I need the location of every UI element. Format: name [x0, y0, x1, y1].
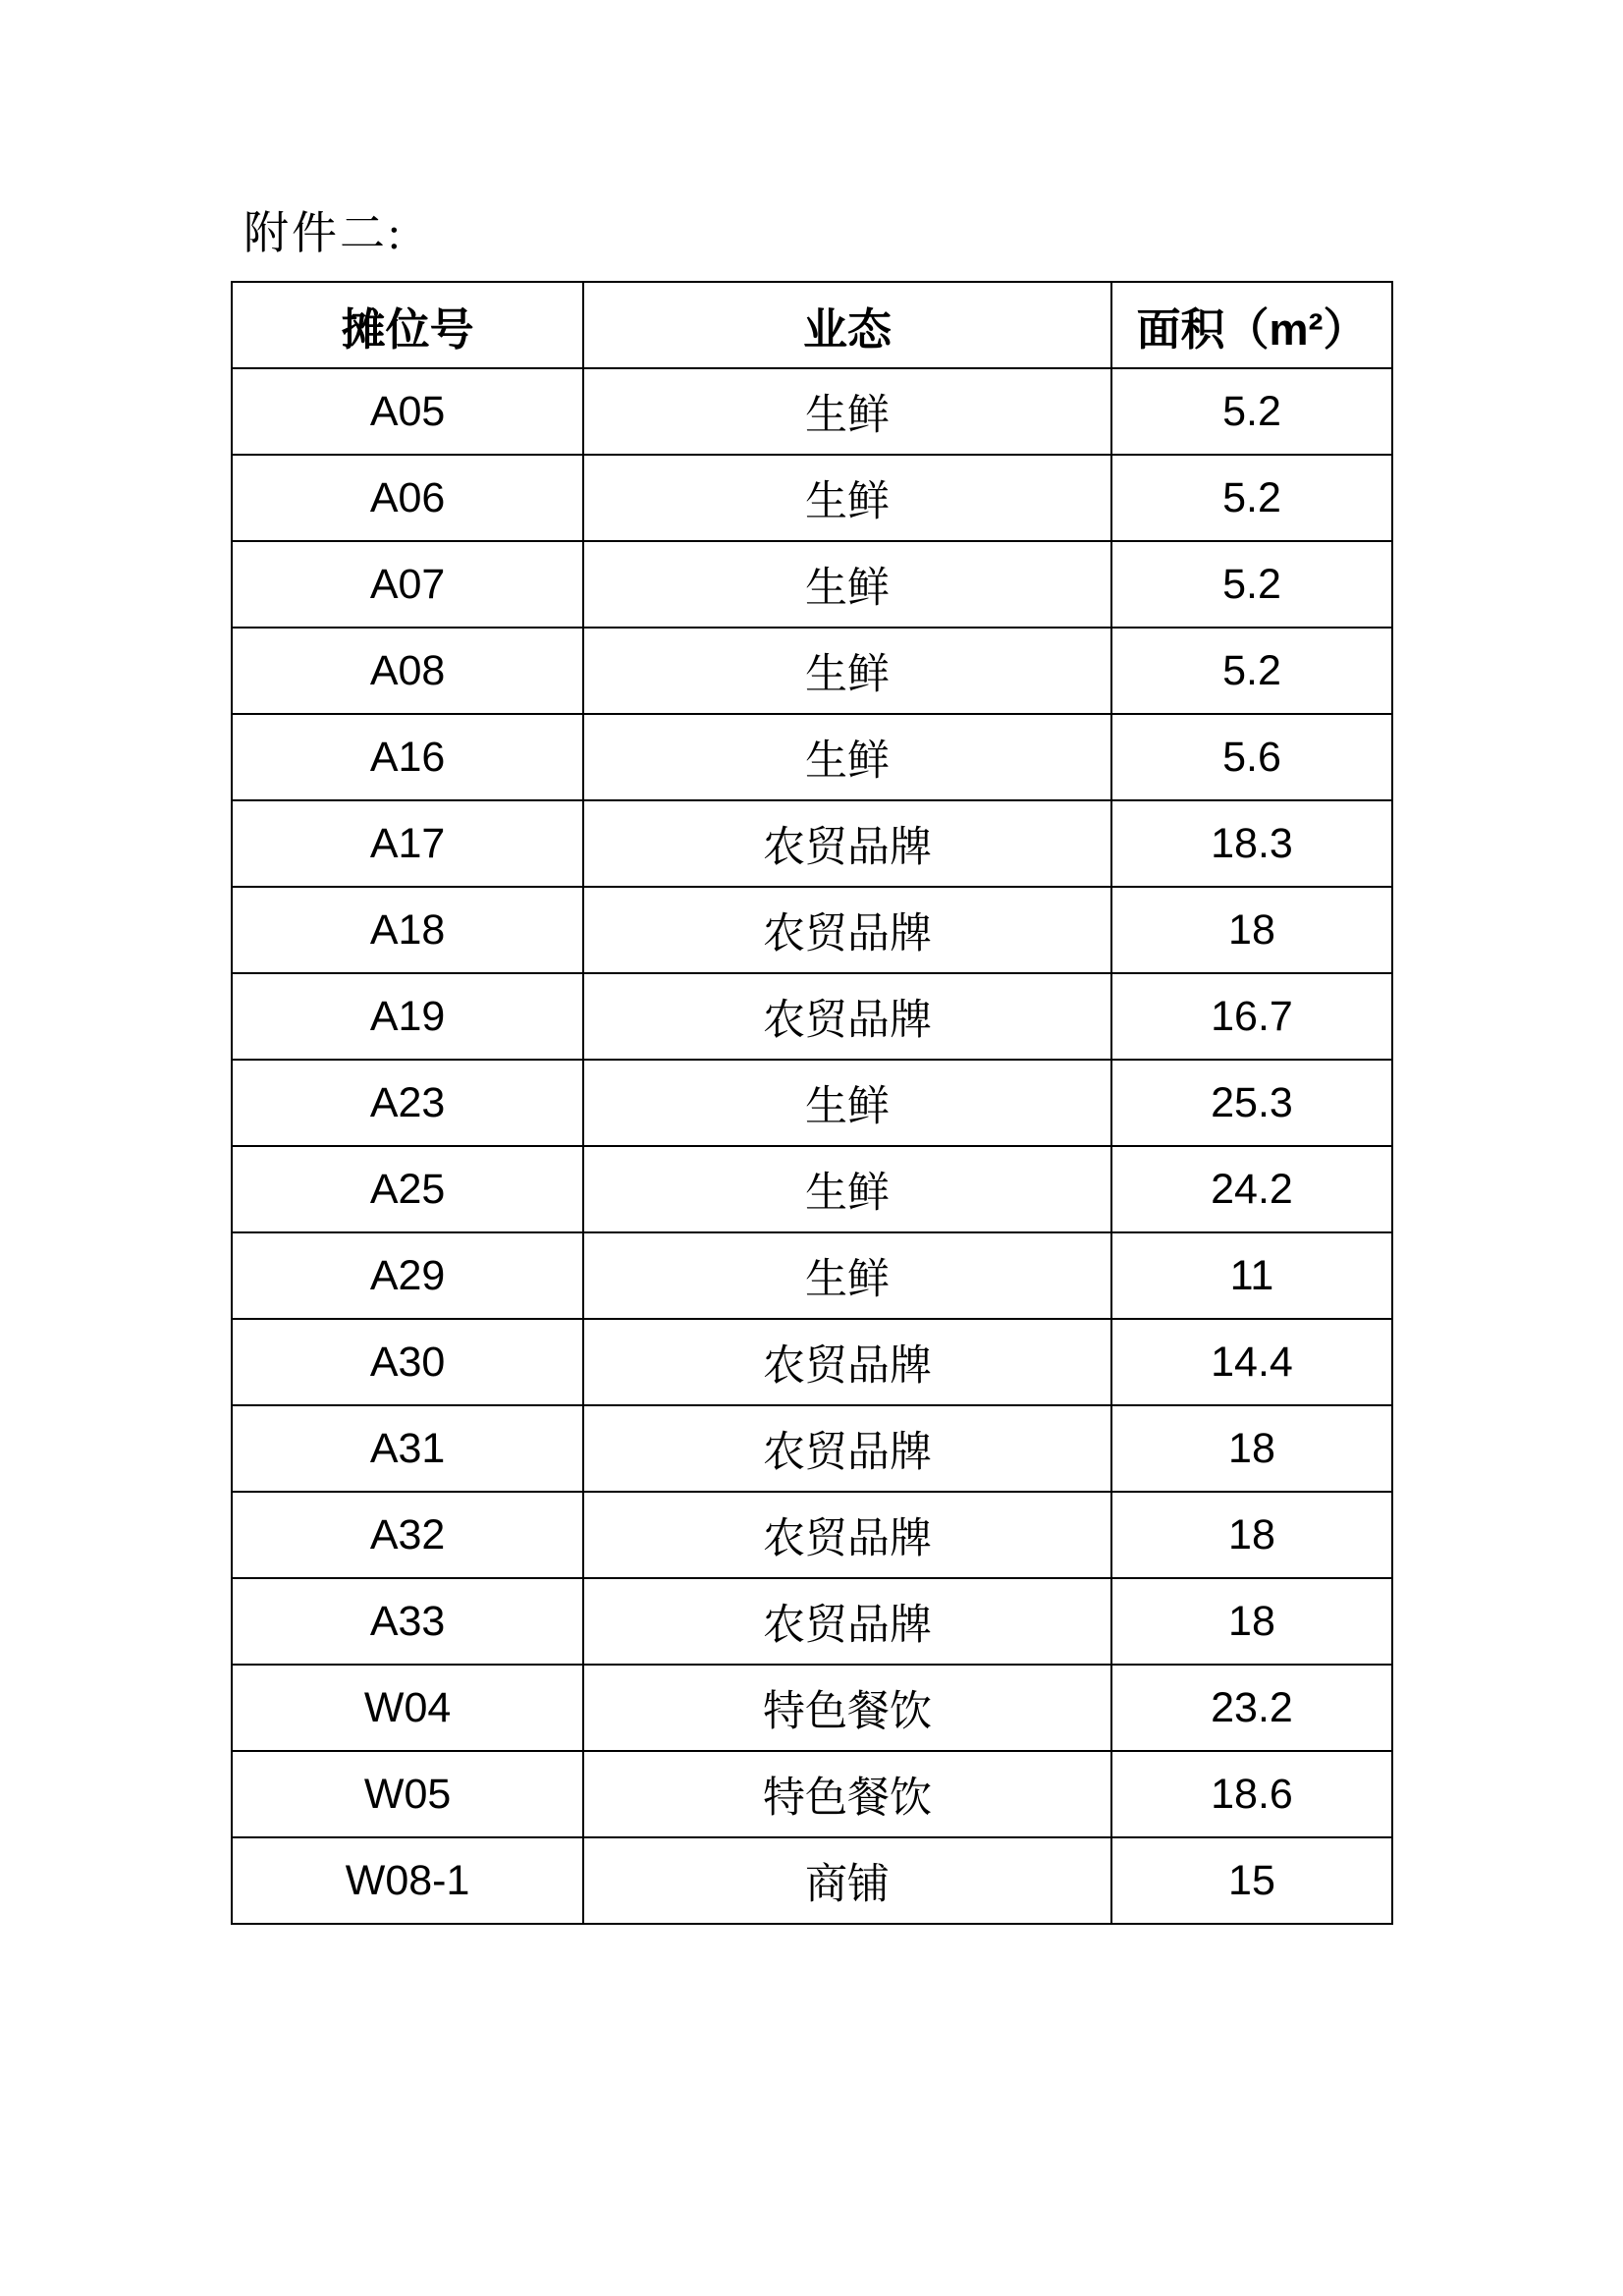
table-cell: A19	[232, 973, 583, 1060]
table-row	[232, 1837, 1392, 1924]
table-row	[232, 800, 1392, 887]
table-row	[232, 887, 1392, 973]
table-cell: A23	[232, 1060, 583, 1146]
table-cell: 生鲜	[583, 1060, 1111, 1146]
table-row	[232, 1060, 1392, 1146]
table-cell: A25	[232, 1146, 583, 1232]
stall-table	[231, 281, 1393, 1925]
table-cell: 生鲜	[583, 628, 1111, 714]
header-cell: 面积（m²）	[1111, 282, 1392, 368]
table-row	[232, 1319, 1392, 1405]
table-cell: 18	[1111, 1578, 1392, 1665]
table-cell: A18	[232, 887, 583, 973]
table-row	[232, 1492, 1392, 1578]
table-cell: 18.6	[1111, 1751, 1392, 1837]
table-row	[232, 1405, 1392, 1492]
table-cell: 生鲜	[583, 714, 1111, 800]
table-cell: 18.3	[1111, 800, 1392, 887]
table-cell: A29	[232, 1232, 583, 1319]
table-cell: 16.7	[1111, 973, 1392, 1060]
table-row	[232, 714, 1392, 800]
table-cell: A06	[232, 455, 583, 541]
table-header-row	[232, 282, 1392, 368]
table-cell: A30	[232, 1319, 583, 1405]
table-cell: W08-1	[232, 1837, 583, 1924]
table-cell: 23.2	[1111, 1665, 1392, 1751]
table-cell: 5.2	[1111, 541, 1392, 628]
table-cell: 18	[1111, 887, 1392, 973]
table-row	[232, 1751, 1392, 1837]
table-cell: 特色餐饮	[583, 1665, 1111, 1751]
table-cell: 5.6	[1111, 714, 1392, 800]
attachment-title: 附件二:	[243, 208, 404, 258]
table-cell: 农贸品牌	[583, 1319, 1111, 1405]
table-row	[232, 1232, 1392, 1319]
table-cell: 生鲜	[583, 541, 1111, 628]
table-row	[232, 1578, 1392, 1665]
table-cell: 11	[1111, 1232, 1392, 1319]
table-cell: 18	[1111, 1492, 1392, 1578]
header-cell: 业态	[583, 282, 1111, 368]
table-cell: 农贸品牌	[583, 1578, 1111, 1665]
table-cell: W04	[232, 1665, 583, 1751]
table-cell: 15	[1111, 1837, 1392, 1924]
table-row	[232, 973, 1392, 1060]
table-cell: 5.2	[1111, 368, 1392, 455]
header-cell: 摊位号	[232, 282, 583, 368]
table-row	[232, 541, 1392, 628]
table-cell: 5.2	[1111, 455, 1392, 541]
table-row	[232, 368, 1392, 455]
table-head	[232, 282, 1392, 368]
table-cell: 农贸品牌	[583, 973, 1111, 1060]
table-cell: 生鲜	[583, 455, 1111, 541]
table-row	[232, 628, 1392, 714]
table-cell: 特色餐饮	[583, 1751, 1111, 1837]
table-row	[232, 455, 1392, 541]
table-cell: 商铺	[583, 1837, 1111, 1924]
table-cell: 农贸品牌	[583, 1405, 1111, 1492]
table-cell: A33	[232, 1578, 583, 1665]
table-cell: A31	[232, 1405, 583, 1492]
table-row	[232, 1665, 1392, 1751]
table-cell: A17	[232, 800, 583, 887]
table-cell: 14.4	[1111, 1319, 1392, 1405]
table-cell: 生鲜	[583, 1146, 1111, 1232]
table-cell: A07	[232, 541, 583, 628]
table-cell: W05	[232, 1751, 583, 1837]
table-cell: 25.3	[1111, 1060, 1392, 1146]
table-row	[232, 1146, 1392, 1232]
table-cell: A05	[232, 368, 583, 455]
table-cell: 农贸品牌	[583, 800, 1111, 887]
table-cell: 18	[1111, 1405, 1392, 1492]
table-cell: A16	[232, 714, 583, 800]
table-body	[232, 368, 1392, 1924]
table-cell: A08	[232, 628, 583, 714]
table-cell: 生鲜	[583, 1232, 1111, 1319]
table-cell: 24.2	[1111, 1146, 1392, 1232]
table-cell: 生鲜	[583, 368, 1111, 455]
table-cell: 农贸品牌	[583, 887, 1111, 973]
table-cell: 农贸品牌	[583, 1492, 1111, 1578]
table-cell: 5.2	[1111, 628, 1392, 714]
table-cell: A32	[232, 1492, 583, 1578]
